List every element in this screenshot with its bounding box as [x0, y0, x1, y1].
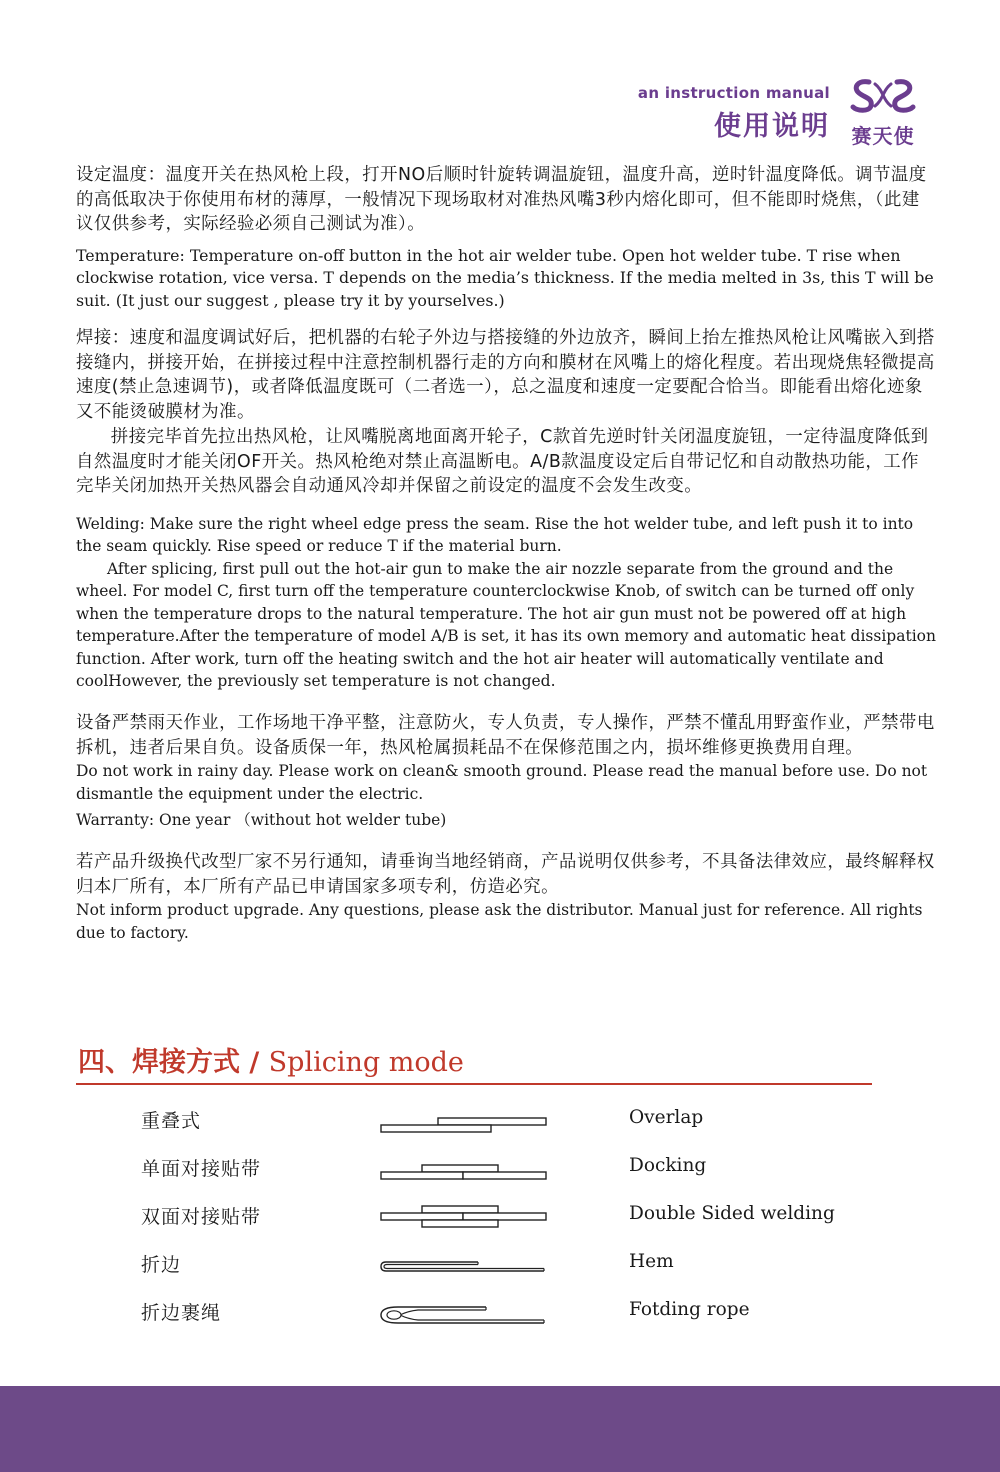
welding-cn-paragraph-1: 焊接：速度和温度调试好后，把机器的右轮子外边与搭接缝的外边放齐，瞬间上抬左推热风枪让风嘴嵌入到搭接缝内，拼接开始，在拼接过程中注意控制机器行走的方向和膜材在风嘴上的熔化程度。若出现烧焦轻微提高速度(禁止急速调节)，或者降低温度既可（二者选一），总之温度和速度一定要配合恰当。即能看出熔化迹象又不能烫破膜材为准。	[76, 328, 935, 423]
footer-band	[0, 1386, 1000, 1472]
temperature-en: Temperature: Temperature on-off button in the hot air welder tube. Open hot welder tube. T rise when clockwise rotation, vice versa. T depends on the media’s thickness. If the media melted in 3s, this T will be suit. (It just our suggest , please try it by yourselves.)	[76, 246, 934, 310]
mode-en-label: Hem	[629, 1251, 674, 1272]
mode-row-docking	[0, 1148, 1000, 1196]
mode-row-folding-rope	[0, 1292, 1000, 1340]
mode-en-label: Fotding rope	[629, 1299, 750, 1320]
safety-cn: 设备严禁雨天作业，工作场地干净平整，注意防火，专人负责，专人操作，严禁不懂乱用野蛮作业，严禁带电拆机，违者后果自负。设备质保一年，热风枪属损耗品不在保修范围之内，损坏维修更换费用自理。	[76, 712, 935, 758]
docking-diagram-icon	[378, 1154, 553, 1184]
welding-cn-paragraph-2: 拼接完毕首先拉出热风枪，让风嘴脱离地面离开轮子，C款首先逆时针关闭温度旋钮，一定待温度降低到自然温度时才能关闭OF开关。热风枪绝对禁止高温断电。A/B款温度设定后自带记忆和自动散热功能，工作完毕关闭加热开关热风器会自动通风冷却并保留之前设定的温度不会发生改变。	[76, 426, 929, 497]
section-divider	[76, 1083, 872, 1085]
manual-cn-title: 使用说明	[714, 111, 830, 142]
mode-cn-label: 重叠式	[141, 1110, 202, 1132]
double-sided-diagram-icon	[378, 1202, 553, 1232]
section-title	[78, 1040, 464, 1079]
notice-cn: 若产品升级换代改型厂家不另行通知，请垂询当地经销商，产品说明仅供参考，不具备法律效应，最终解释权归本厂所有，本厂所有产品已申请国家多项专利，仿造必究。	[76, 851, 935, 897]
manual-en-title: an instruction manual	[637, 84, 830, 102]
mode-en-label: Docking	[629, 1155, 707, 1176]
brand-logo	[838, 76, 928, 148]
section-title-en: Splicing mode	[268, 1047, 464, 1078]
welding-en-paragraph-1: Welding: Make sure the right wheel edge press the seam. Rise the hot welder tube, and left push it to into the seam quickly. Rise speed or reduce T if the material burn.	[76, 514, 914, 556]
overlap-diagram-icon	[378, 1106, 553, 1136]
mode-cn-label: 单面对接贴带	[141, 1158, 262, 1180]
mode-en-label: Overlap	[629, 1107, 704, 1128]
folding-rope-diagram-icon	[378, 1298, 553, 1328]
notice-en: Not inform product upgrade. Any questions, please ask the distributor. Manual just for reference. All rights due to factory.	[76, 901, 923, 942]
mode-row-overlap	[0, 1100, 1000, 1148]
brand-logo-icon	[847, 76, 919, 114]
safety-en: Do not work in rainy day. Please work on clean& smooth ground. Please read the manual before use. Do not dismantle the equipment under the electric.	[76, 762, 928, 803]
instruction-body	[76, 163, 936, 944]
manual-header	[638, 84, 830, 143]
mode-cn-label: 双面对接贴带	[141, 1206, 262, 1228]
warranty-en: Warranty: One year （without hot welder tube)	[76, 811, 447, 830]
brand-name: 赛天使	[851, 124, 915, 148]
mode-row-double-sided	[0, 1196, 1000, 1244]
temperature-cn: 设定温度：温度开关在热风枪上段，打开NO后顺时针旋转调温旋钮，温度升高，逆时针温度降低。调节温度的高低取决于你使用布材的薄厚，一般情况下现场取材对准热风嘴3秒内熔化即可，但不能即时烧焦，（此建议仅供参考，实际经验必须自己测试为准）。	[76, 165, 927, 235]
mode-cn-label: 折边裹绳	[141, 1302, 222, 1324]
welding-en-paragraph-2: After splicing, first pull out the hot-air gun to make the air nozzle separate from the ground and the wheel. For model C, first turn off the temperature counterclockwise Knob, of switch can be turned off only when the temperature drops to the natural temperature. The hot air gun must not be powered off at high temperature.After the temperature of model A/B is set, it has its own memory and automatic heat dissipation function. After work, turn off the heating switch and the hot air heater will automatically ventilate and coolHowever, the previously set temperature is not changed.	[76, 559, 936, 691]
mode-cn-label: 折边	[141, 1254, 182, 1276]
hem-diagram-icon	[378, 1250, 553, 1280]
mode-row-hem	[0, 1244, 1000, 1292]
mode-en-label: Double Sided welding	[629, 1203, 835, 1224]
section-title-cn: 四、焊接方式 /	[78, 1047, 269, 1078]
